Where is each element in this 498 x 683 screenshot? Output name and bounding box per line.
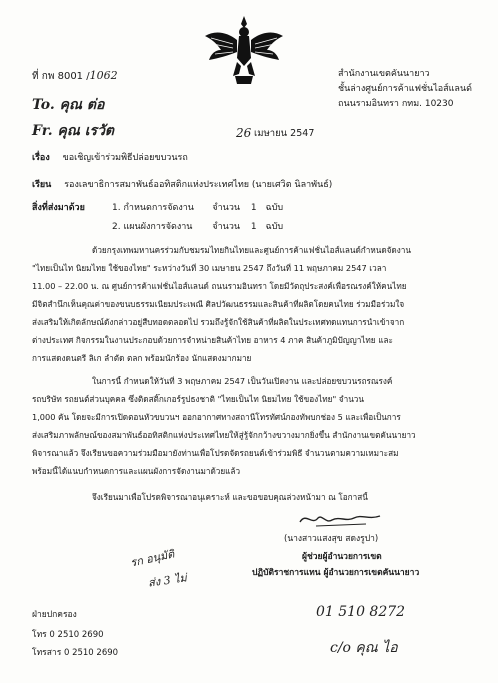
handwritten-to: To. คุณ ต่อ [32,97,105,113]
body-line: พร้อมนี้ได้แนบกำหนดการและแผนผังการจัดงานมาด้วยแล้ว [32,466,241,476]
body-line: รถบริษัท รถยนต์ส่วนบุคคล ซึ่งติดสติ๊กเกอร์รูปธงชาติ "ไทยเป็นไท นิยมไทย ใช้ของไทย" จำนวน [32,394,364,404]
signer-title-1: ผู้ช่วยผู้อำนวยการเขต [302,552,382,562]
attachment-name: แผนผังการจัดงาน [123,222,193,232]
attachment-qty-label: จำนวน [212,222,241,232]
body-line: พิจารณาแล้ว จึงเรียนขอความร่วมมือมายังท่านเพื่อโปรดจัดรถยนต์เข้าร่วมพิธี จำนวนตามความเหมาะสม [32,448,399,458]
attachment-unit: ฉบับ [265,222,284,232]
footer-tel: โทร 0 2510 2690 [32,630,104,640]
body-line: ส่งเสริมภาพลักษณ์ของสมาพันธ์ออทิสติกแห่งประเทศไทยให้สู่รู้จักกว้างขวางมากยิ่งขึ้น สำนักงานเขตคันนายาว [32,430,416,440]
body-line: มีจิตสำนึกเห็นคุณค่าของขนบธรรมเนียมประเพณี ศิลปวัฒนธรรมและสินค้าที่ผลิตโดยคนไทย ร่วมมือร่วมใจ [32,299,405,309]
doc-number-printed: ที่ กพ 8001 / [32,71,90,82]
subject-text: ขอเชิญเข้าร่วมพิธีปล่อยขบวนรถ [62,153,188,163]
garuda-emblem-icon [203,14,285,86]
doc-number [32,70,118,82]
handwritten-phone: 01 510 8272 [316,604,406,620]
body-line: ส่งเสริมให้เกิดลักษณ์ดังกล่าวอยู่สืบทอดตลอดไป รวมถึงรู้จักใช้สินค้าที่ผลิตในประเทศทดแทนการนำเข้าจาก [32,317,405,327]
org-line-1: สำนักงานเขตคันนายาว [338,69,430,79]
body-line: ในการนี้ กำหนดให้วันที่ 3 พฤษภาคม 2547 เป็นวันเปิดงาน และปล่อยขบวนรถรณรงค์ [92,376,393,386]
attachment-no: 2. [112,222,121,232]
attachment-item-2 [112,222,283,233]
handwritten-note-2: ส่ง 3 ไม่ [147,571,188,590]
footer-dept: ฝ่ายปกครอง [32,610,77,620]
date-printed: เมษายน 2547 [254,128,315,139]
attachment-item-1 [112,203,283,214]
signer-name: (นางสาวแสงสุข สดงรูปา) [284,534,379,544]
closing-line: จึงเรียนมาเพื่อโปรดพิจารณาอนุเคราะห์ และขอขอบคุณล่วงหน้ามา ณ โอกาสนี้ [92,492,368,502]
body-line: 1,000 คัน โดยจะมีการเปิดตอนหัวขบวนฯ ออกอากาศทางสถานีโทรทัศน์กองทัพบกช่อง 5 และเพื่อเป็นการ [32,412,401,422]
attachment-no: 1. [112,203,121,213]
attachment-name: กำหนดการจัดงาน [123,203,194,213]
body-line: "ไทยเป็นไท นิยมไทย ใช้ของไทย" ระหว่างวันที่ 30 เมษายน 2547 ถึงวันที่ 11 พฤษภาคม 2547 เวลา [32,263,387,273]
body-line: ด้วยกรุงเทพมหานครร่วมกับชมรมไทยกินไทยและศูนย์การค้าแฟชั่นไอส์แลนด์กำหนดจัดงาน [92,245,411,255]
org-line-3: ถนนรามอินทรา กทม. 10230 [338,99,454,109]
doc-number-handwritten: 1062 [89,69,118,82]
subject-row [32,153,188,164]
handwritten-note-1: รก อนุมัติ [129,547,176,570]
body-line: ต่างประเทศ กิจกรรมในงานประกอบด้วยการจำหน่ายสินค้าไทย อาหาร 4 ภาค สินค้าภูมิปัญญาไทย และ [32,335,393,345]
body-line: 11.00 – 22.00 น. ณ ศูนย์การค้าแฟชั่นไอส์แลนด์ ถนนรามอินทรา โดยมีวัตถุประสงค์เพื่อรณรงค์ให้คนไทย [32,281,407,291]
footer-fax: โทรสาร 0 2510 2690 [32,648,119,658]
subject-label: เรื่อง [32,153,50,163]
recipient-label: เรียน [32,180,52,190]
attachment-qty: 1 [250,222,257,232]
signer-title-2: ปฏิบัติราชการแทน ผู้อำนวยการเขตคันนายาว [252,568,420,578]
org-line-2: ชั้นล่างศูนย์การค้าแฟชั่นไอส์แลนด์ [338,84,472,94]
body-line: การแสดงดนตรี ลิเก ลำตัด ตลก พร้อมนักร้อง นักแสดงมากมาย [32,353,252,363]
attachment-qty: 1 [250,203,257,213]
handwritten-care-of: c/o คุณ ไอ [330,640,398,656]
recipient-row [32,180,332,191]
handwritten-signature [296,508,386,530]
handwritten-from: Fr. คุณ เรวัต [32,123,115,139]
recipient-text: รองเลขาธิการสมาพันธ์ออทิสติกแห่งประเทศไทย (นายเศวิต นิลาพันธ์) [64,180,333,190]
date-day-handwritten: 26 [236,126,252,140]
attachment-unit: ฉบับ [265,203,284,213]
attachment-qty-label: จำนวน [212,203,241,213]
attachments-label: สิ่งที่ส่งมาด้วย [32,203,85,213]
